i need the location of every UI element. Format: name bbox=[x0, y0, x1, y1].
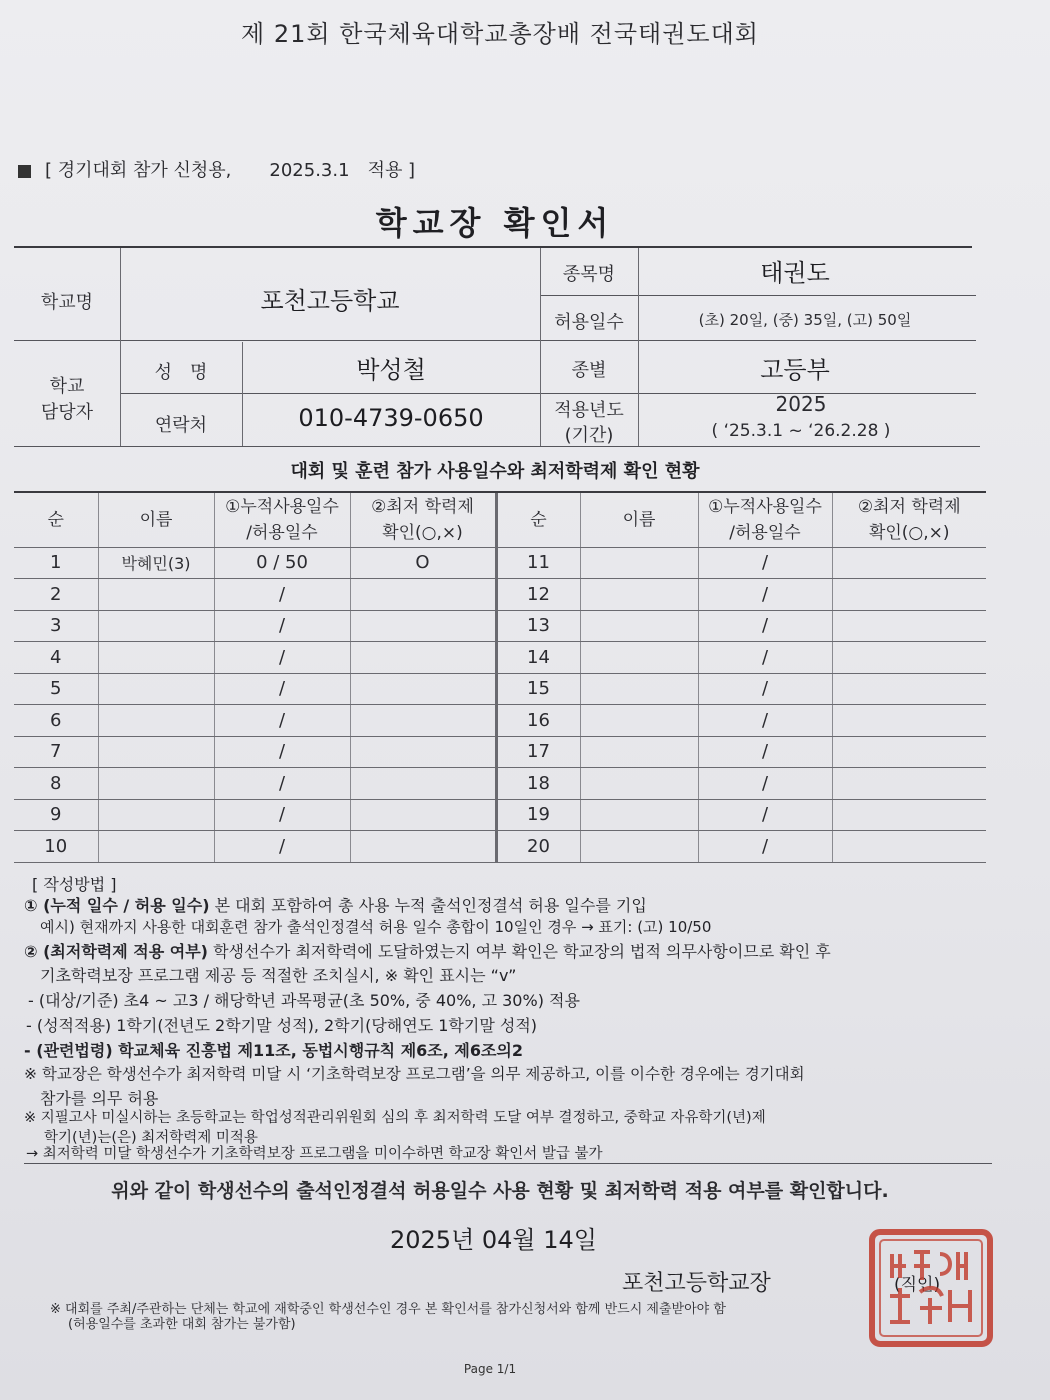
cell-name bbox=[580, 673, 698, 705]
cell-name bbox=[98, 736, 214, 768]
cell-days: / bbox=[698, 547, 832, 579]
cell-min bbox=[832, 673, 986, 705]
guide-line: 예시) 현재까지 사용한 대회훈련 참가 출석인정결석 허용 일수 총합이 10일인 경우 → 표기: (고) 10/50 bbox=[40, 918, 712, 936]
cell-min bbox=[350, 799, 496, 831]
header-name: 이름 bbox=[580, 493, 698, 547]
header-min-line2: 확인(○,×) bbox=[868, 522, 950, 543]
guide-line-bold: ② (최저학력제 적용 여부) bbox=[24, 942, 208, 961]
cell-days: / bbox=[214, 799, 350, 831]
cell-name bbox=[98, 768, 214, 800]
cell-min bbox=[350, 831, 496, 863]
form-usage-date: 2025.3.1 bbox=[269, 160, 350, 181]
guide-line: ※ 학교장은 학생선수가 최저학력 미달 시 ‘기초학력보장 프로그램’을 의무 제공하고, 이를 이수한 경우에는 경기대회 bbox=[24, 1065, 805, 1083]
table-row bbox=[14, 768, 986, 800]
cell-name bbox=[98, 579, 214, 611]
cell-no: 16 bbox=[496, 705, 580, 737]
cell-days: / bbox=[698, 610, 832, 642]
sport-label: 종목명 bbox=[562, 264, 616, 285]
footnote: ※ 대회를 주최/주관하는 단체는 학교에 재학중인 학생선수인 경우 본 확인서를 참가신청서와 함께 반드시 제출받아야 함 bbox=[50, 1302, 726, 1317]
cell-min: O bbox=[350, 547, 496, 579]
guide-line bbox=[24, 939, 831, 962]
header-days-line2: /허용일수 bbox=[246, 522, 318, 543]
cell-name bbox=[98, 799, 214, 831]
cell-min bbox=[832, 705, 986, 737]
cell-min bbox=[350, 705, 496, 737]
header-days-line1: ①누적사용일수 bbox=[225, 496, 339, 517]
header-min-line1: ②최저 학력제 bbox=[857, 496, 961, 517]
cell-min bbox=[350, 768, 496, 800]
guide-line: → 최저학력 미달 학생선수가 기초학력보장 프로그램을 미이수하면 학교장 확인서 발급 불가 bbox=[26, 1146, 603, 1162]
cell-days: / bbox=[214, 610, 350, 642]
cell-name bbox=[98, 831, 214, 863]
cell-days: / bbox=[698, 705, 832, 737]
header-days-line2: /허용일수 bbox=[729, 522, 801, 543]
table-row bbox=[14, 705, 986, 737]
issue-date: 2025년 04월 14일 bbox=[390, 1226, 597, 1254]
cell-no: 9 bbox=[14, 799, 98, 831]
cell-min bbox=[832, 768, 986, 800]
cell-days: / bbox=[214, 831, 350, 863]
manager-label: 학교 bbox=[49, 376, 85, 397]
guide-line-text: 본 대회 포함하여 총 사용 누적 출석인정결석 허용 일수를 기입 bbox=[209, 896, 647, 915]
cell-days: / bbox=[214, 768, 350, 800]
cell-min bbox=[350, 736, 496, 768]
header-days bbox=[698, 493, 832, 547]
header-days-line1: ①누적사용일수 bbox=[708, 496, 822, 517]
cell-days: 0 / 50 bbox=[214, 547, 350, 579]
cell-no: 13 bbox=[496, 610, 580, 642]
principal-name: 포천고등학교장 bbox=[622, 1271, 771, 1296]
cell-min bbox=[350, 642, 496, 674]
page-number: Page 1/1 bbox=[463, 1362, 517, 1376]
cell-no: 6 bbox=[14, 705, 98, 737]
division-value: 고등부 bbox=[760, 356, 830, 384]
manager-name-value: 박성철 bbox=[356, 356, 426, 384]
cell-name: 박혜민(3) bbox=[98, 547, 214, 579]
cell-no: 17 bbox=[496, 736, 580, 768]
cell-days: / bbox=[698, 642, 832, 674]
sport-value: 태권도 bbox=[760, 259, 830, 287]
cell-name bbox=[98, 610, 214, 642]
cell-days: / bbox=[214, 579, 350, 611]
school-label: 학교명 bbox=[40, 292, 94, 313]
table-row bbox=[14, 642, 986, 674]
competition-title: 제 21회 한국체육대학교총장배 전국태권도대회 bbox=[241, 20, 759, 48]
cell-no: 2 bbox=[14, 579, 98, 611]
info-divider bbox=[540, 295, 976, 296]
cell-no: 20 bbox=[496, 831, 580, 863]
allowed-days-label: 허용일수 bbox=[554, 312, 624, 333]
cell-no: 8 bbox=[14, 768, 98, 800]
year-value: 2025 bbox=[775, 392, 827, 416]
cell-no: 12 bbox=[496, 579, 580, 611]
cell-no: 1 bbox=[14, 547, 98, 579]
table-row bbox=[14, 579, 986, 611]
cell-days: / bbox=[698, 768, 832, 800]
bullet-square-icon bbox=[18, 165, 31, 178]
school-value: 포천고등학교 bbox=[260, 287, 400, 315]
guide-line: 기초학력보장 프로그램 제공 등 적절한 조치실시, ※ 확인 표시는 “v” bbox=[40, 966, 517, 985]
header-name: 이름 bbox=[98, 493, 214, 547]
form-usage-suffix: 적용 ] bbox=[367, 160, 416, 181]
cell-name bbox=[98, 705, 214, 737]
cell-name bbox=[580, 579, 698, 611]
cell-no: 7 bbox=[14, 736, 98, 768]
header-no: 순 bbox=[14, 493, 98, 547]
guide-heading: [ 작성방법 ] bbox=[32, 875, 117, 894]
cell-min bbox=[832, 579, 986, 611]
cell-min bbox=[832, 831, 986, 863]
cell-name bbox=[580, 642, 698, 674]
cell-name bbox=[98, 642, 214, 674]
header-min-line1: ②최저 학력제 bbox=[371, 496, 474, 517]
status-table bbox=[14, 493, 986, 863]
cell-days: / bbox=[698, 673, 832, 705]
cell-no: 18 bbox=[496, 768, 580, 800]
cell-name bbox=[580, 547, 698, 579]
cell-name bbox=[580, 768, 698, 800]
cell-name bbox=[580, 610, 698, 642]
official-seal-icon bbox=[866, 1226, 998, 1350]
header-min-line2: 확인(○,×) bbox=[382, 522, 463, 543]
cell-days: / bbox=[214, 673, 350, 705]
cell-name bbox=[98, 673, 214, 705]
table-row bbox=[14, 610, 986, 642]
form-usage-line bbox=[18, 156, 415, 182]
guide-line: 참가를 의무 허용 bbox=[40, 1089, 159, 1108]
guide-line bbox=[24, 893, 647, 916]
table-header-row bbox=[14, 493, 986, 547]
period-value: ( ‘25.3.1 ~ ‘26.2.28 ) bbox=[711, 421, 891, 441]
cell-name bbox=[580, 705, 698, 737]
guide-bottom-border bbox=[24, 1163, 992, 1164]
status-title: 대회 및 훈련 참가 사용일수와 최저학력제 확인 현황 bbox=[290, 461, 700, 482]
guide-line: ※ 지필고사 미실시하는 초등학교는 학업성적관리위원회 심의 후 최저학력 도달 여부 결정하고, 중학교 자유학기(년)제 bbox=[24, 1110, 766, 1126]
header-no: 순 bbox=[496, 493, 580, 547]
cell-min bbox=[832, 547, 986, 579]
cell-no: 3 bbox=[14, 610, 98, 642]
cell-name bbox=[580, 799, 698, 831]
cell-no: 10 bbox=[14, 831, 98, 863]
cell-min bbox=[832, 642, 986, 674]
guide-line: - (관련법령) 학교체육 진흥법 제11조, 동법시행규칙 제6조, 제6조의2 bbox=[24, 1041, 524, 1060]
year-period-label: (기간) bbox=[564, 425, 614, 446]
cell-no: 15 bbox=[496, 673, 580, 705]
info-top-border bbox=[14, 246, 972, 248]
cell-days: / bbox=[214, 736, 350, 768]
table-row bbox=[14, 831, 986, 863]
cell-min bbox=[350, 610, 496, 642]
division-label: 종별 bbox=[571, 360, 607, 381]
guide-line: - (성적적용) 1학기(전년도 2학기말 성적), 2학기(당해연도 1학기말 성적) bbox=[26, 1016, 538, 1035]
cell-min bbox=[350, 673, 496, 705]
guide-line-text: 학생선수가 최저학력에 도달하였는지 여부 확인은 학교장의 법적 의무사항이므로 확인 후 bbox=[208, 942, 831, 961]
cell-min bbox=[832, 610, 986, 642]
name-label: 성 명 bbox=[154, 362, 208, 383]
table-row bbox=[14, 799, 986, 831]
info-divider bbox=[14, 340, 976, 341]
cell-no: 14 bbox=[496, 642, 580, 674]
guide-line-bold: ① (누적 일수 / 허용 일수) bbox=[24, 896, 210, 915]
year-label: 적용년도 bbox=[554, 400, 624, 421]
cell-min bbox=[832, 799, 986, 831]
cell-days: / bbox=[698, 799, 832, 831]
guide-line: 학기(년)는(은) 최저학력제 미적용 bbox=[44, 1130, 258, 1146]
cell-no: 4 bbox=[14, 642, 98, 674]
cell-no: 19 bbox=[496, 799, 580, 831]
header-days bbox=[214, 493, 350, 547]
seal-label: (직인) bbox=[894, 1275, 941, 1295]
cell-min bbox=[832, 736, 986, 768]
cell-min bbox=[350, 579, 496, 611]
header-min-grade bbox=[832, 493, 986, 547]
document-title: 학교장 확인서 bbox=[375, 204, 615, 242]
table-row bbox=[14, 673, 986, 705]
cell-no: 5 bbox=[14, 673, 98, 705]
cell-name bbox=[580, 831, 698, 863]
cell-name bbox=[580, 736, 698, 768]
form-usage-prefix: [ 경기대회 참가 신청용, bbox=[45, 160, 232, 181]
confirmation-statement: 위와 같이 학생선수의 출석인정결석 허용일수 사용 현황 및 최저학력 적용 여부를 확인합니다. bbox=[111, 1180, 889, 1202]
guide-line: - (대상/기준) 초4 ~ 고3 / 해당학년 과목평균(초 50%, 중 40%, 고 30%) 적용 bbox=[28, 991, 580, 1010]
cell-days: / bbox=[214, 642, 350, 674]
allowed-days-value: (초) 20일, (중) 35일, (고) 50일 bbox=[698, 311, 912, 329]
cell-days: / bbox=[698, 831, 832, 863]
header-min-grade bbox=[350, 493, 496, 547]
footnote: (허용일수를 초과한 대회 참가는 불가함) bbox=[68, 1317, 296, 1332]
cell-days: / bbox=[698, 579, 832, 611]
cell-no: 11 bbox=[496, 547, 580, 579]
table-row bbox=[14, 736, 986, 768]
cell-days: / bbox=[698, 736, 832, 768]
cell-days: / bbox=[214, 705, 350, 737]
contact-label: 연락처 bbox=[154, 415, 208, 436]
info-divider bbox=[14, 446, 980, 447]
manager-label: 담당자 bbox=[40, 402, 94, 423]
contact-value: 010-4739-0650 bbox=[298, 404, 484, 432]
table-row bbox=[14, 547, 986, 579]
